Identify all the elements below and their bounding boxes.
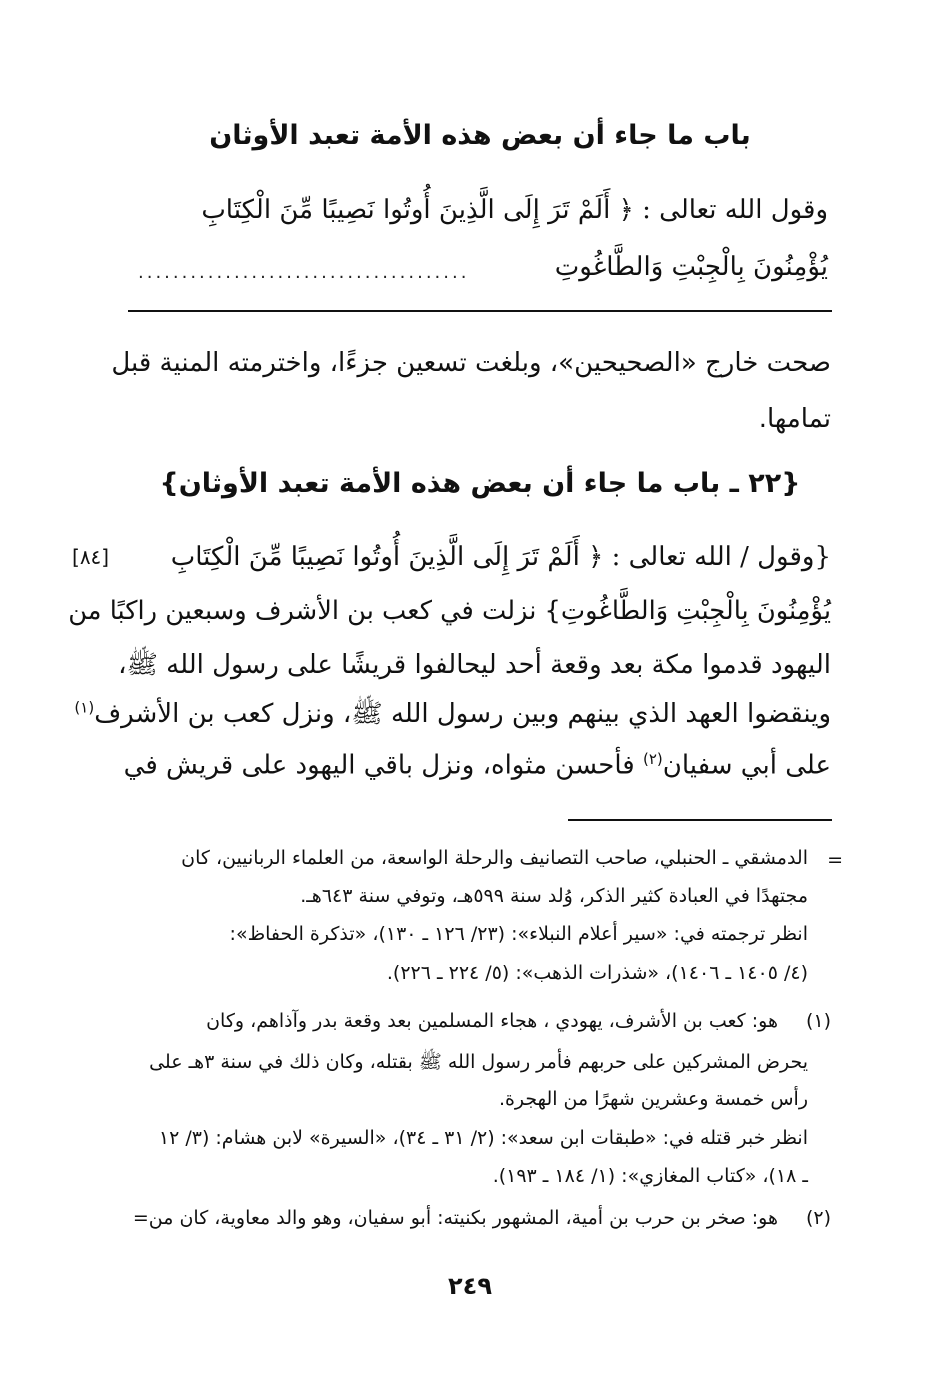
footnote-line: انظر ترجمته في: «سير أعلام النبلاء»: (٢٣/ ١٢٦ ـ ١٣٠)، «تذكرة الحفاظ»: <box>229 923 808 945</box>
body-line: اليهود قدموا مكة بعد وقعة أحد ليحالفوا قريشًا على رسول الله ﷺ، <box>118 650 831 680</box>
footnote-line: يحرض المشركين على حربهم فأمر رسول الله ﷺ بقتله، وكان ذلك في سنة ٣هـ على <box>149 1051 808 1073</box>
body-line: {وقول / الله تعالى : ﴿ أَلَمْ تَرَ إِلَى الَّذِينَ أُوتُوا نَصِيبًا مِّنَ الْكِتَابِ <box>170 542 831 572</box>
body-line: صحت خارج «الصحيحين»، وبلغت تسعين جزءًا، واخترمته المنية قبل <box>111 348 831 378</box>
margin-reference: [٨٤] <box>72 545 110 569</box>
footnote-line: الدمشقي ـ الحنبلي، صاحب التصانيف والرحلة الواسعة، من العلماء الربانيين، كان <box>181 847 808 869</box>
page-number: ٢٤٩ <box>448 1272 492 1300</box>
body-line <box>124 750 831 781</box>
chapter-heading: {٢٢ ـ باب ما جاء أن بعض هذه الأمة تعبد الأوثان} <box>159 468 801 499</box>
body-line-text: وينقضوا العهد الذي بينهم وبين رسول الله ﷺ، ونزل كعب بن الأشرف <box>94 699 831 729</box>
running-title: باب ما جاء أن بعض هذه الأمة تعبد الأوثان <box>209 120 751 151</box>
body-line: تمامها. <box>758 404 831 434</box>
footnote-line: مجتهدًا في العبادة كثير الذكر، وُلد سنة ٥٩٩هـ، وتوفي سنة ٦٤٣هـ. <box>300 885 808 907</box>
footnote-number-2: (٢) <box>805 1207 831 1229</box>
footnote-ref-2: (٢) <box>642 750 663 768</box>
footnote-line: انظر خبر قتله في: «طبقات ابن سعد»: (٢/ ٣١ ـ ٣٤)، «السيرة» لابن هشام: (٣/ ١٢ <box>158 1127 808 1149</box>
footnote-line: هو: صخر بن حرب بن أمية، المشهور بكنيته: أبو سفيان، وهو والد معاوية، كان من= <box>132 1207 778 1229</box>
header-quote-line-2: يُؤْمِنُونَ بِالْجِبْتِ وَالطَّاغُوتِ <box>554 252 828 282</box>
header-divider <box>128 310 832 312</box>
body-line-text: فأحسن مثواه، ونزل باقي اليهود على قريش في <box>123 750 635 781</box>
footnote-divider <box>568 819 832 821</box>
body-line <box>74 697 831 735</box>
footnote-number-1: (١) <box>805 1010 831 1032</box>
footnote-line: رأس خمسة وعشرين شهرًا من الهجرة. <box>498 1088 808 1110</box>
body-line: يُؤْمِنُونَ بِالْجِبْتِ وَالطَّاغُوتِ} نزلت في كعب بن الأشرف وسبعين راكبًا من <box>68 596 831 626</box>
dotted-leader: ...................................... <box>138 262 470 283</box>
footnote-line: هو: كعب بن الأشرف، يهودي ، هجاء المسلمين بعد وقعة بدر وآذاهم، وكان <box>206 1010 778 1032</box>
footnote-line: (٤/ ١٤٠٥ ـ ١٤٠٦)، «شذرات الذهب»: (٥/ ٢٢٤ ـ ٢٢٦). <box>386 962 808 984</box>
footnote-ref-1: (١) <box>74 698 95 717</box>
body-line-text: على أبي سفيان <box>662 750 831 781</box>
header-quote-line-1: وقول الله تعالى : ﴿ أَلَمْ تَرَ إِلَى الَّذِينَ أُوتُوا نَصِيبًا مِّنَ الْكِتَابِ <box>201 195 828 225</box>
footnote-continuation-mark: = <box>827 849 843 871</box>
footnote-line: ـ ١٨)، «كتاب المغازي»: (١/ ١٨٤ ـ ١٩٣). <box>492 1165 808 1187</box>
